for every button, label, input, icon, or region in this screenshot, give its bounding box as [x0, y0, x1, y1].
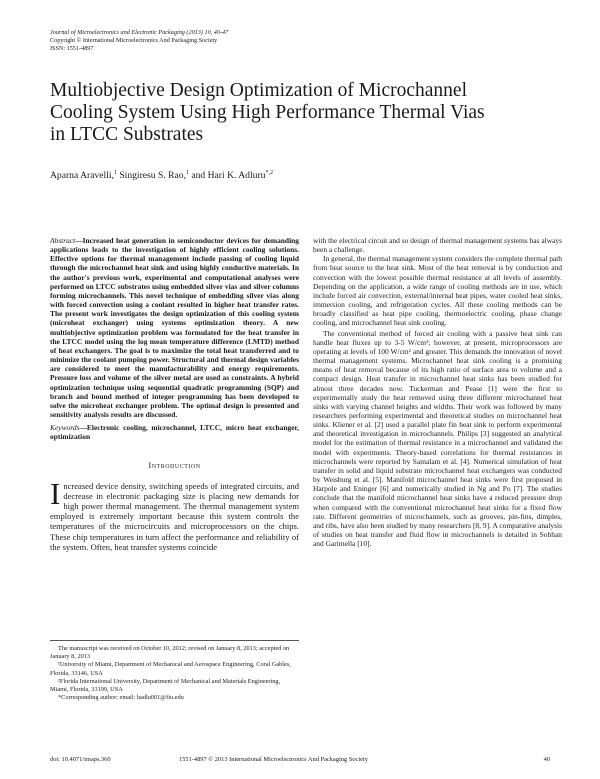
affiliation-mark: *,2: [265, 170, 273, 176]
paper-title: [50, 80, 550, 146]
affiliation-mark: 1: [113, 170, 117, 176]
abstract: [50, 236, 299, 419]
footnote-affiliation-1: ¹University of Miami, Department of Mechanical and Aerospace Engineering, Coral Gables, Florida, 33146, USA: [50, 661, 291, 677]
keywords-text: —Electronic cooling, microchannel, LTCC, micro heat exchanger, optimization: [50, 423, 299, 442]
right-column: [313, 236, 562, 548]
title-line: Multiobjective Design Optimization of Microchannel: [50, 80, 467, 101]
footnote-affiliation-2: ²Florida International University, Department of Mechanical and Materials Engineering, Miami, Florida, 33199, USA: [50, 677, 281, 694]
journal-copyright: Copyright © International Microelectronics And Packaging Society: [50, 37, 218, 45]
author-name: Aparna Aravelli,: [50, 170, 114, 182]
section-heading-introduction: Introduction: [148, 461, 201, 471]
abstract-text: —Increased heat generation in semiconductor devices for demanding applications leads to the investigation of highly efficient cooling solutions. Effective options for thermal management include passing of cooling liquid through the microchannel heat sink and using highly conductive materials. In the author's previous work, experimental and computational analyses were performed on LTCC substrates using embedded silver vias and silver columns forming microchannels. This novel technique of embedding silver vias along with forced convection using a coolant resulted in higher heat transfer rates. The present work investigates the design optimization of this cooling system (microheat exchanger) using systems optimization theory. A new multiobjective optimization problem was formulated for the heat transfer in the LTCC model using the log mean temperature difference (LMTD) method of heat exchangers. The goal is to maximize the total heat transferred and to minimize the coolant pumping power. Structural and thermal design variables are considered to meet the manufacturability and energy requirements. Pressure loss and volume of the silver metal are used as constraints. A hybrid optimization technique using sequential quadratic programming (SQP) and branch and bound method of integer programming has been developed to solve the microheat exchanger problem. The optimal design is presented and sensitivity analysis results are discussed.: [50, 236, 299, 419]
page-number: 40: [543, 756, 550, 763]
footer-copyright: 1551-4897 © 2013 International Microelectronics And Packaging Society: [179, 756, 368, 763]
keywords: [50, 423, 299, 441]
keywords-lead: Keywords: [50, 423, 80, 433]
body-paragraph: with the electrical circuit and so design of thermal management systems has always been a challenge.: [313, 236, 562, 255]
body-paragraph: The conventional method of forced air cooling with a passive heat sink can handle heat fluxes up to 3-5 W/cm²; however, at present, microprocessors are operating at levels of 100 W/cm² and greater. This demands the innovation of novel thermal management systems. Microchannel heat sink cooling is a promising means of heat removal because of its high ratio of surface area to volume and a compact design. Heat transfer in microchannel heat sinks has been studied for almost three decades now. Tuckerman and Pease [1] were the first to experimentally study the heat removed using three different microchannel heat sinks with varying channel heights and widths. Their work was followed by many researchers performing experimental and theoretical studies on microchannel heat sinks. Kliener et al. [2] used a parallel plate fin heat sink to perform experimental and theoretical investigation in microchannels. Philips [3] suggested an analytical model for the estimation of thermal resistance in a microchannel and validated the model with experiments. Theory-based correlations for thermal resistances in microchannels were reported by Samalam et al. [4]. Numerical simulation of heat transfer in solid and liquid substrate microchannel heat exchangers was conducted by Weisburg et al. [5]. Manifold microchannel heat sinks were first proposed in Harpole and Eninger [6] and numerically studied in Ng and Po [7]. The studies conclude that the manifold microchannel heat sinks have a reduced pressure drop when compared with the conventional microchannel heat sinks for a fixed flow rate. Different geometries of microchannels, such as grooves, pin-fins, dimples, and ribs, have also been studied by many researchers [8, 9]. A comparative analysis of studies on heat transfer and fluid flow in microchannels is detailed in Sobhan and Garimella [10].: [313, 328, 562, 549]
footnote-corresponding-author: *Corresponding author; email: hadlu001@fiu.edu: [58, 694, 184, 702]
footnote-received: The manuscript was received on October 10, 2012; revised on January 8, 2013; accepted on January 8, 2013: [50, 645, 290, 661]
footnotes: [50, 640, 299, 702]
title-line: in LTCC Substrates: [50, 124, 204, 145]
affiliation-mark: 1: [185, 170, 189, 176]
title-line: Cooling System Using High Performance Thermal Vias: [50, 102, 485, 123]
author-name: and Hari K. Adluru: [188, 170, 266, 182]
left-column: [50, 236, 299, 552]
doi-link[interactable]: doi: 10.4071/imaps.360: [50, 756, 111, 763]
journal-citation: Journal of Microelectronics and Electronic Packaging (2013) 10, 40-47: [50, 29, 229, 36]
introduction-text: ncreased device density, switching speeds of integrated circuits, and decrease in electronic packaging size is placing new demands for high power thermal management. The thermal management system employed is extremely important because this system controls the temperatures of the microcircuits and microprocessors on the chips. These chip temperatures in turn affect the performance and reliability of the system. Often, heat transfer systems coincide: [50, 480, 299, 552]
introduction-paragraph: [50, 475, 299, 552]
author-list: [50, 170, 273, 181]
drop-cap: I: [50, 475, 61, 511]
journal-issn: ISSN: 1551-4897: [50, 45, 94, 53]
body-paragraph: In general, the thermal management system considers the complete thermal path from heat source to the heat sink. Most of the heat removal is by conduction and convection with the lowest possible thermal resistance at all levels of assembly. Depending on the application, a wide range of cooling methods are in use, which include forced air convection, external/internal heat pipes, water cooled heat sinks, immersion cooling, and refrigeration cycles. All these cooling methods can be broadly classified as heat pipe cooling, thermoelectric cooling, phase change cooling, and microchannel heat sink cooling.: [313, 254, 562, 328]
abstract-lead: Abstract: [50, 236, 76, 245]
author-name: Singiresu S. Rao,: [116, 170, 186, 182]
journal-header: [50, 29, 228, 54]
